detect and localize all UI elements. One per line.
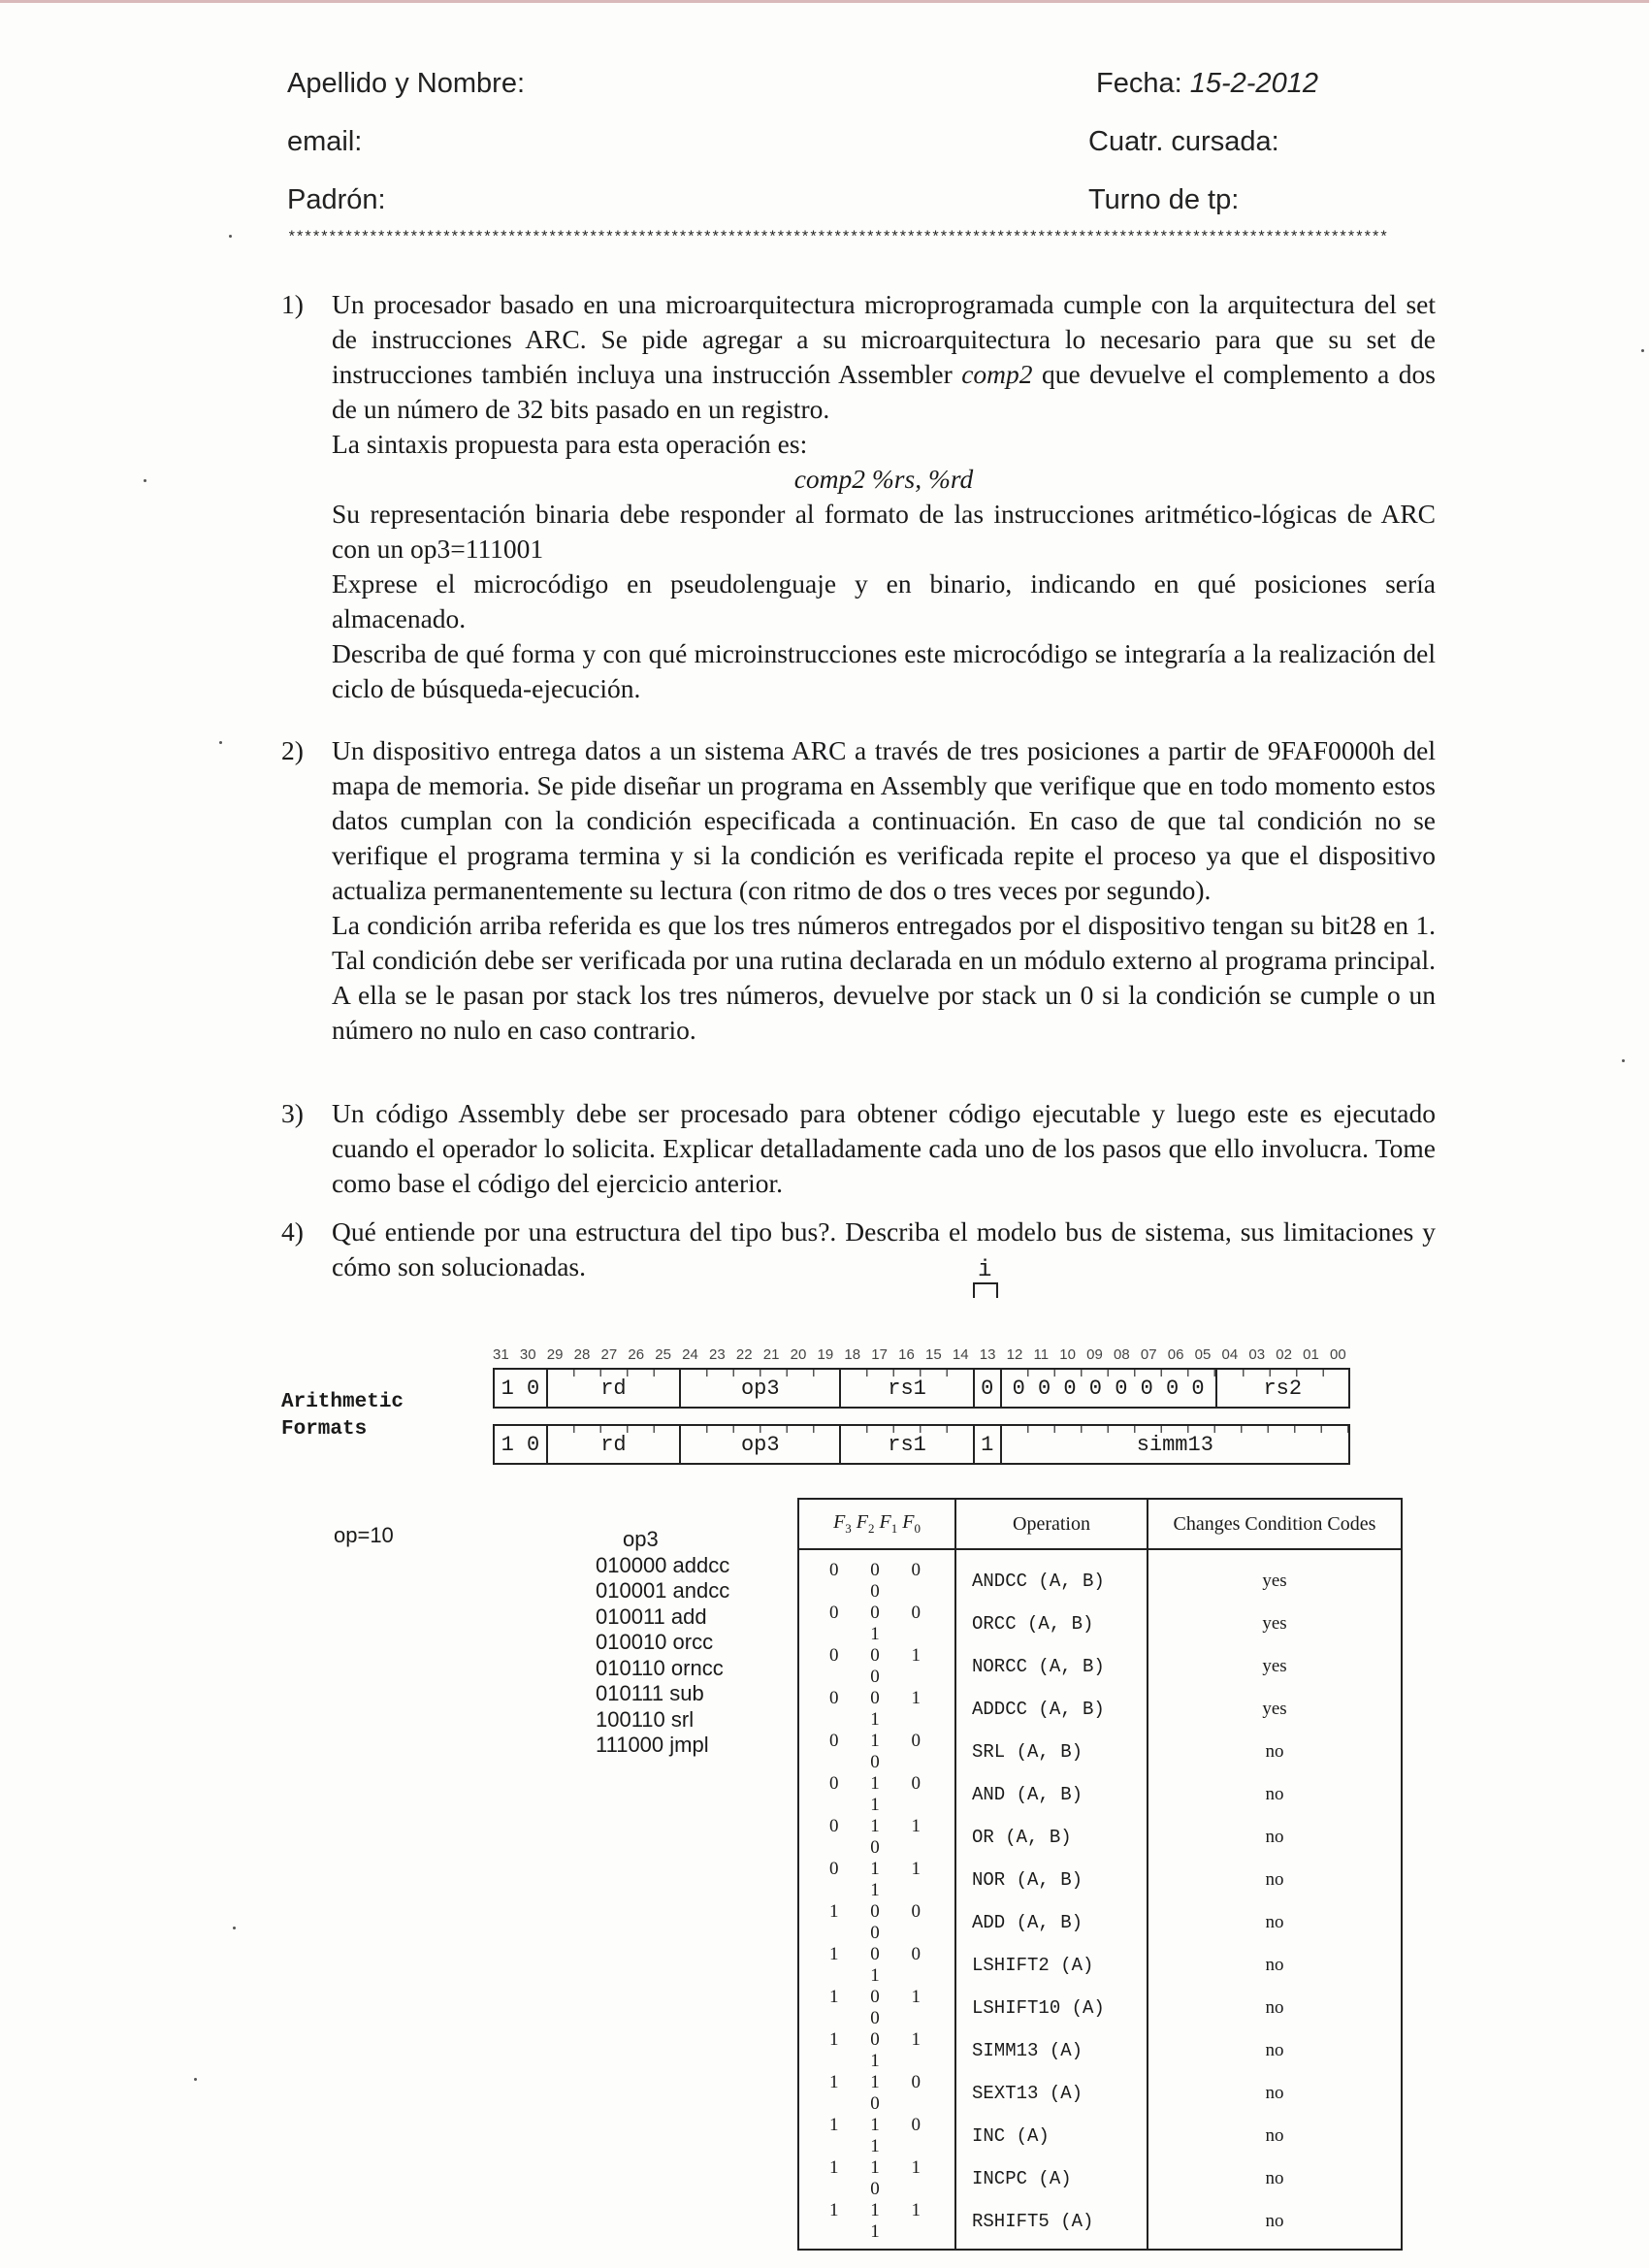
operation-cell: SEXT13 (A): [955, 2072, 1148, 2115]
op3-list-item: 010110 orncc: [596, 1655, 724, 1680]
field-rd: rd: [548, 1426, 681, 1463]
op3-list-item: 010111 sub: [596, 1681, 704, 1705]
changes-cc-cell: no: [1148, 1859, 1402, 1901]
bit-number: 20: [790, 1346, 807, 1363]
operation-cell: LSHIFT2 (A): [955, 1944, 1148, 1987]
bit-number: 29: [546, 1346, 564, 1363]
table-row: [798, 1773, 1402, 1816]
changes-cc-cell: yes: [1148, 1688, 1402, 1731]
q1-text-a: Un procesador basado en una microarquitectura microprogramada cumple con la arquitectura del set de instrucciones ARC. Se pide agregar a su microarquitectura lo necesario para que su set de instrucciones también incluya una instrucción Assembler: [332, 289, 1436, 389]
separator-stars: ***************************************************************************************************************************************: [287, 229, 1388, 246]
changes-cc-header: Changes Condition Codes: [1148, 1499, 1402, 1549]
email-label: email:: [287, 126, 363, 157]
question-2: [281, 733, 1436, 1048]
bit-number: 11: [1033, 1346, 1050, 1363]
question-2-paragraph-2: La condición arriba referida es que los tres números entregados por el dispositivo tengan su bit28 en 1. Tal condición debe ser verificada por una rutina declarada en un módulo externo al programa principal. A ella se le pasan por stack los tres números, devuelve por stack un 0 si la condición se cumple o un número no nulo en caso contrario.: [332, 910, 1436, 1045]
bit-number: 00: [1330, 1346, 1346, 1363]
table-row: [798, 2115, 1402, 2157]
field-op: 1 0: [495, 1370, 548, 1407]
field-rs1: rs1: [841, 1426, 974, 1463]
field-op: 1 0: [495, 1426, 548, 1463]
bit-number: 09: [1086, 1346, 1103, 1363]
f-bits-cell: 1 1 1 0: [798, 2157, 955, 2200]
bit-number: 26: [628, 1346, 645, 1363]
format-label-line-2: Formats: [281, 1418, 368, 1441]
bit-number: 27: [600, 1346, 618, 1363]
bit-number: 30: [519, 1346, 536, 1363]
question-number: 4): [281, 1216, 304, 1247]
scan-speck: [1622, 1059, 1625, 1062]
i-bit-label: i: [978, 1257, 992, 1283]
operation-cell: RSHIFT5 (A): [955, 2200, 1148, 2250]
padron-label: Padrón:: [287, 184, 386, 215]
changes-cc-cell: no: [1148, 2115, 1402, 2157]
table-row: [798, 1549, 1402, 1603]
changes-cc-cell: yes: [1148, 1603, 1402, 1645]
bit-number: 22: [735, 1346, 753, 1363]
changes-cc-cell: no: [1148, 1773, 1402, 1816]
alu-function-table: [797, 1498, 1403, 2251]
field-unused-zeros: 0 0 0 0 0 0 0 0: [1002, 1370, 1217, 1407]
f-bits-cell: 0 1 0 0: [798, 1731, 955, 1773]
question-1-paragraph-3: Su representación binaria debe responder al formato de las instrucciones aritmético-lógicas de ARC con un op3=111001: [332, 499, 1436, 564]
field-simm13: simm13: [1002, 1426, 1348, 1463]
table-header-row: [798, 1499, 1402, 1549]
bit-number: 12: [1006, 1346, 1023, 1363]
scan-speck: [229, 235, 232, 238]
format-row-immediate: [493, 1424, 1350, 1465]
bit-number: 24: [682, 1346, 698, 1363]
bit-number: 21: [762, 1346, 780, 1363]
f-bits-cell: 0 0 0 1: [798, 1603, 955, 1645]
question-4-paragraph-1: Qué entiende por una estructura del tipo bus?. Describa el modelo bus de sistema, sus limitaciones y cómo son solucionadas.: [332, 1216, 1436, 1281]
table-row: [798, 1859, 1402, 1901]
format-row-register: [493, 1368, 1350, 1409]
syntax-line: comp2 %rs, %rd: [793, 464, 974, 494]
changes-cc-cell: no: [1148, 2157, 1402, 2200]
bit-number: 08: [1114, 1346, 1130, 1363]
changes-cc-cell: no: [1148, 1901, 1402, 1944]
operation-cell: ADDCC (A, B): [955, 1688, 1148, 1731]
table-row: [798, 2157, 1402, 2200]
table-row: [798, 2072, 1402, 2115]
table-row: [798, 1944, 1402, 1987]
operation-cell: OR (A, B): [955, 1816, 1148, 1859]
date-label: Fecha:: [1096, 68, 1182, 99]
bit-number: 31: [493, 1346, 509, 1363]
cuatr-label: Cuatr. cursada:: [1088, 126, 1279, 157]
f-bits-cell: 1 0 1 0: [798, 1987, 955, 2029]
changes-cc-cell: yes: [1148, 1549, 1402, 1603]
bit-number: 18: [844, 1346, 861, 1363]
question-1-paragraph-4: Exprese el microcódigo en pseudolenguaje y en binario, indicando en qué posiciones sería almacenado.: [332, 568, 1436, 633]
bit-number: 06: [1167, 1346, 1184, 1363]
table-row: [798, 1645, 1402, 1688]
question-1-paragraph-2: La sintaxis propuesta para esta operación es:: [332, 429, 808, 459]
question-3: [281, 1096, 1436, 1201]
op-value-label: op=10: [334, 1523, 394, 1547]
scan-speck: [144, 479, 146, 482]
i-bit-bracket: [973, 1282, 998, 1298]
question-number: 3): [281, 1098, 304, 1128]
table-row: [798, 1901, 1402, 1944]
bit-number: 05: [1194, 1346, 1212, 1363]
bit-number: 04: [1221, 1346, 1239, 1363]
operation-cell: AND (A, B): [955, 1773, 1148, 1816]
op3-header: op3: [623, 1527, 659, 1551]
bit-number: 01: [1303, 1346, 1319, 1363]
date-field: [1096, 68, 1318, 100]
changes-cc-cell: no: [1148, 2200, 1402, 2250]
f-bits-cell: 1 0 0 0: [798, 1901, 955, 1944]
field-i: 1: [975, 1426, 1002, 1463]
operation-cell: SIMM13 (A): [955, 2029, 1148, 2072]
operation-cell: NOR (A, B): [955, 1859, 1148, 1901]
changes-cc-cell: no: [1148, 1731, 1402, 1773]
f-bits-cell: 0 0 1 0: [798, 1645, 955, 1688]
f-bits-cell: 1 1 0 1: [798, 2115, 955, 2157]
bit-number: 28: [573, 1346, 591, 1363]
operation-cell: SRL (A, B): [955, 1731, 1148, 1773]
f-bits-header: $F_3$ $F_2$ $F_1$ $F_0$: [798, 1499, 955, 1549]
scan-speck: [233, 1927, 236, 1929]
f-bits-cell: 0 0 0 0: [798, 1549, 955, 1603]
f-bits-cell: 0 1 1 1: [798, 1859, 955, 1901]
operation-cell: ORCC (A, B): [955, 1603, 1148, 1645]
f-bits-cell: 1 1 0 0: [798, 2072, 955, 2115]
operation-cell: INC (A): [955, 2115, 1148, 2157]
question-number: 1): [281, 289, 304, 319]
scan-speck: [219, 741, 222, 744]
changes-cc-cell: no: [1148, 1987, 1402, 2029]
changes-cc-cell: no: [1148, 2072, 1402, 2115]
op3-list-item: 111000 jmpl: [596, 1733, 709, 1757]
field-rs1: rs1: [841, 1370, 974, 1407]
q1-text-b: que devuelve el complemento a dos de un número de 32 bits pasado en un registro.: [332, 359, 1436, 424]
table-row: [798, 2029, 1402, 2072]
q1-instruction-name: comp2: [961, 359, 1033, 389]
question-3-paragraph-1: Un código Assembly debe ser procesado para obtener código ejecutable y luego este es ejecutado cuando el operador lo solicita. Explicar detalladamente cada uno de los pasos que ello involucra. Tome como base el código del ejercicio anterior.: [332, 1098, 1436, 1198]
operation-cell: INCPC (A): [955, 2157, 1148, 2200]
operation-cell: ADD (A, B): [955, 1901, 1148, 1944]
bit-number: 16: [898, 1346, 915, 1363]
f-bits-cell: 1 1 1 1: [798, 2200, 955, 2250]
changes-cc-cell: no: [1148, 1944, 1402, 1987]
operation-cell: ANDCC (A, B): [955, 1549, 1148, 1603]
bit-number: 15: [925, 1346, 942, 1363]
f-bits-cell: 0 1 0 1: [798, 1773, 955, 1816]
bit-number: 02: [1276, 1346, 1292, 1363]
op3-list-item: 010001 andcc: [596, 1578, 730, 1603]
changes-cc-cell: no: [1148, 2029, 1402, 2072]
changes-cc-cell: no: [1148, 1816, 1402, 1859]
bit-number: 17: [871, 1346, 888, 1363]
scan-speck: [1641, 349, 1644, 352]
bit-number: 13: [979, 1346, 996, 1363]
field-rd: rd: [548, 1370, 681, 1407]
f-bits-cell: 0 0 1 1: [798, 1688, 955, 1731]
field-op3: op3: [681, 1370, 841, 1407]
format-label-line-1: Arithmetic: [281, 1391, 404, 1413]
operation-cell: NORCC (A, B): [955, 1645, 1148, 1688]
f-bits-cell: 1 0 1 1: [798, 2029, 955, 2072]
op3-list: [596, 1527, 729, 1759]
table-row: [798, 2200, 1402, 2250]
name-label: Apellido y Nombre:: [287, 68, 525, 99]
changes-cc-cell: yes: [1148, 1645, 1402, 1688]
operation-cell: LSHIFT10 (A): [955, 1987, 1148, 2029]
scan-edge-line: [0, 0, 1649, 3]
field-i: 0: [975, 1370, 1002, 1407]
field-op3: op3: [681, 1426, 841, 1463]
table-row: [798, 1688, 1402, 1731]
bit-number: 19: [817, 1346, 834, 1363]
bit-number: 03: [1248, 1346, 1266, 1363]
bit-number: 14: [952, 1346, 969, 1363]
op3-list-item: 010010 orcc: [596, 1630, 714, 1654]
question-1-paragraph-5: Describa de qué forma y con qué microinstrucciones este microcódigo se integraría a la realización del ciclo de búsqueda-ejecución.: [332, 638, 1436, 703]
f-bits-cell: 0 1 1 0: [798, 1816, 955, 1859]
table-row: [798, 1987, 1402, 2029]
bit-number: 23: [709, 1346, 726, 1363]
f-bits-cell: 1 0 0 1: [798, 1944, 955, 1987]
field-rs2: rs2: [1217, 1370, 1348, 1407]
table-row: [798, 1731, 1402, 1773]
question-1-paragraph-1: [332, 287, 1436, 427]
table-row: [798, 1816, 1402, 1859]
question-4: [281, 1215, 1436, 1284]
op3-list-item: 010011 add: [596, 1604, 707, 1629]
bit-number: 10: [1059, 1346, 1076, 1363]
op3-list-item: 010000 addcc: [596, 1552, 730, 1577]
operation-header: Operation: [955, 1499, 1148, 1549]
date-value: 15-2-2012: [1189, 68, 1318, 99]
bit-number: 25: [655, 1346, 671, 1363]
question-1: [281, 287, 1436, 706]
question-2-paragraph-1: Un dispositivo entrega datos a un sistema ARC a través de tres posiciones a partir de 9FAF0000h del mapa de memoria. Se pide diseñar un programa en Assembly que verifique que en todo momento estos datos cumplan con la condición especificada a continuación. En caso de que tal condición no se verifique el programa termina y si la condición es verificada repite el proceso ya que el dispositivo actualiza permanentemente su lectura (con ritmo de dos o tres veces por segundo).: [332, 735, 1436, 905]
question-number: 2): [281, 735, 304, 765]
bit-number-row: [493, 1346, 1346, 1363]
bit-number: 07: [1140, 1346, 1157, 1363]
op3-list-item: 100110 srl: [596, 1706, 695, 1732]
scan-speck: [194, 2078, 197, 2081]
turno-label: Turno de tp:: [1088, 184, 1240, 215]
table-row: [798, 1603, 1402, 1645]
